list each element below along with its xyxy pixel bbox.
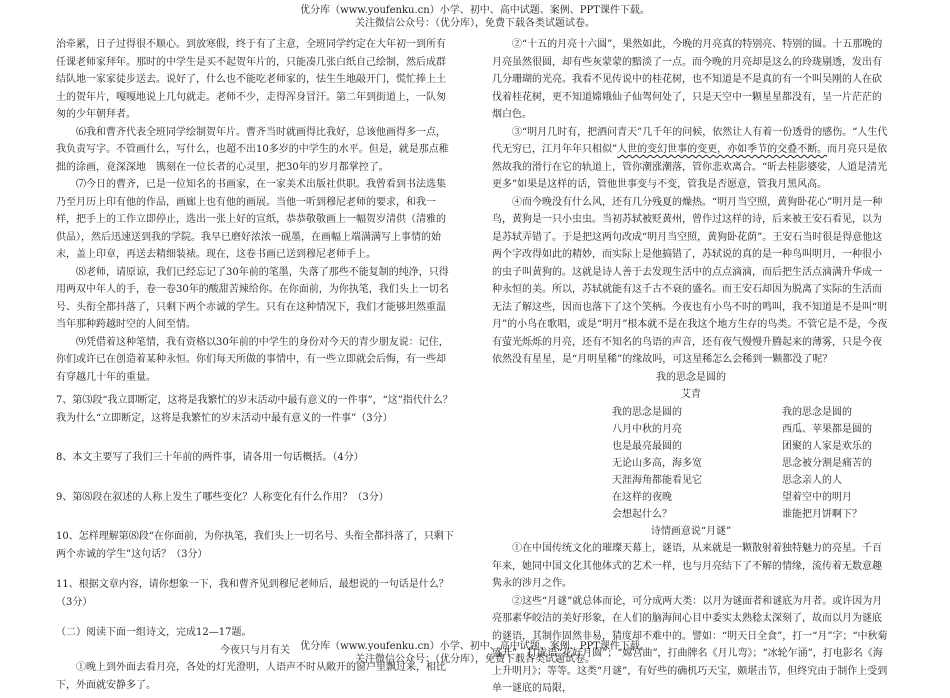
poem-line: 也是最亮最圆的 (612, 440, 682, 452)
page-footer (0, 640, 950, 666)
poem-title: 我的思念是圆的 (656, 371, 726, 383)
answer-space-8 (56, 467, 454, 489)
poem-line: 我的思念是圆的 (612, 406, 682, 418)
page-header (0, 4, 950, 30)
poem-author: 艾青 (681, 389, 701, 400)
poem-line: 会想起什么？ (612, 508, 672, 520)
poem-line: 无论山多高，海多宽 (612, 457, 702, 469)
paragraph-8: ⑻老师，请原谅，我们已经忘记了30年前的笔墨，失落了那些不能复制的纯净，只得用两双中年人的手，卷一卷30年的酸甜苦辣给你。在你面前，为你执笔，我们头上一切名号、头衔全都抖落了，只剩下两个赤诚的学生。只有在这种情况下，我们才能够坦然重温当年那种跨越时空的人间至情。 (56, 266, 449, 330)
poem-line: 思念被分割是痛苦的 (782, 457, 872, 469)
header-line-2: 关注微信公众号：（优分库），免费下载各类试题试卷。 (355, 18, 595, 29)
left-column (56, 36, 454, 691)
question-9: 9、第⑻段在叙述的人称上发生了哪些变化？人称变化有什么作用？（3分） (56, 491, 389, 503)
article-paragraph-3 (492, 124, 890, 194)
paragraph-5: 治牵累，日子过得很不顺心。到放寒假，终于有了主意，全班同学约定在大年初一到所有任课老师家拜年。那时的中学生是买不起贺年片的，只能凑几张白纸自己绘制，然后成群结队地一家家徒步送去。说好了，什么也不能吃老师家的，怯生生地敲开门，慌忙捧上土土的贺年片，嘎嘎地说上几句就走。老师不少，走得浑身冒汗。第二年到街道上，一队匆匆的少年朝拜者。 (56, 39, 446, 120)
footer-line-2: 关注微信公众号：（优分库），免费下载各类试题试卷。 (355, 654, 595, 665)
answer-space-9 (56, 506, 454, 528)
paragraph-3-part-b: 而月亮只是依然故我的滑行在它的轨道上，管你潮涨潮落，管你悲欢离合。“昕去桂影婆娑，人道是清光更多”如果是这样的话，管他世事变与不变，管我是否愿意，管我月黑风高。 (492, 144, 888, 190)
underlined-sentence: 人世的变幻世事的变更，亦如季节的交叠不断。 (617, 144, 828, 155)
article-paragraph-2: ②“十五的月亮十六圆”，果然如此，今晚的月亮真的特别亮、特别的圆。十五那晚的月亮虽然很圆，却有些灰蒙蒙的黯淡了一点。而今晚的月亮却是这么的玲珑剔透，发出有几分珊瑚的光亮。我看不见传说中的桂花树，也不知道是不是真的有一个叫吴刚的人在砍伐着桂花树，更不知道嫦娥仙子仙驾何处了，只是天空中一颗星星都没有，呈一片茫茫的烟白色。 (492, 39, 883, 120)
section-heading: （二）阅读下面一组诗文，完成12—17题。 (56, 627, 252, 638)
essay-paragraph-1: ①在中国传统文化的璀璨天幕上，谜语，从来就是一颗散射着独特魅力的亮星。千百年来，她同中国文化其他体式的艺术一样，也与月亮结下了不解的情缘，流传着无数意趣隽永的涉月之作。 (492, 543, 882, 589)
answer-space-7 (56, 427, 454, 449)
essay-title: 诗情画意说“月谜” (650, 525, 732, 537)
poem-line: 八月中秋的月亮 (612, 423, 682, 435)
question-8: 8、本文主要写了我们三十年前的两件事，请各用一句话概括。（4分） (56, 452, 364, 463)
paragraph-3-part-a: ③“明月几时有，把酒问青天”几千年的问候，依然让人有着一份透骨的感伤。“人生代代无穷已，江月年年只相似” (492, 126, 888, 155)
poem-line: 望着空中的明月 (782, 491, 852, 503)
header-line-1: 优分库（www.youfenku.cn）小学、初中、高中试题、案例、PPT课件下载。 (300, 5, 650, 16)
question-7: 7、第⑶段“我立即断定，这将是我繁忙的岁末活动中最有意义的一件事”，“这”指代什么？我为什么“立即断定，这将是我繁忙的岁末活动中最有意义的一件事”（3分） (56, 395, 453, 424)
article-paragraph-1: ①晚上到外面去看月亮，各处的灯光澄明，人语声不时从敞开的窗户里飘过来，相比下，外面就安静多了。 (56, 662, 446, 691)
answer-space-11 (56, 611, 454, 624)
poem-body (612, 404, 890, 523)
poem-line: 天涯海角都能看见它 (612, 474, 702, 486)
poem-line: 谁能把月饼啊下？ (782, 508, 862, 520)
poem-line: 思念亲人的人 (782, 474, 842, 486)
right-column (492, 36, 890, 694)
essay-paragraph-2: ②这些“月谜”就总体而论，可分成两大类：以月为谜面者和谜底为月者。或许因为月亮那素华皎洁的美好形象，在人们的脑海间心目中委实太熟稔太深刻了，故而以月为谜底的谜语，其制作固然非易，猜度却不难中的。譬如：“明天日全食”，打一“月”字；“中秋菊盛开”，打成语“花好月圆”；“嫦宫曲”，打曲牌名《月儿弯》；“冰轮乍涌”，打电影名《海上升明月》；等等。这类“月谜”，有好些的确机巧天宝，颇堪击节，但终究由于制作上受到单一谜底的局限， (492, 595, 888, 694)
paragraph-9: ⑼凭借着这种笔情，我有资格以30年前的中学生的身份对今天的青少朋友说：记住，你们或许已在创造着某种永恒。你们每天所做的事情中，有一些立即就会后悔，有一些却有穿越几十年的重量。 (56, 336, 449, 383)
paragraph-6: ⑹我和曹齐代表全班同学绘制贺年片。曹齐当时就画得比我好，总该他画得多一点，我负责写字。不管画什么，写什么，也超不出10多岁的中学生的水平。但是，就是那点稚拙的涂画，竟深深地 镌刻在一位长者的心灵里，把30年的岁月都掌控了。 (56, 126, 449, 173)
answer-space-10 (56, 563, 454, 576)
article-title: 今夜只与月有关 (220, 644, 290, 656)
question-11: 11、根据文章内容，请你想象一下，我和曹齐见到穆尼老师后，最想说的一句话是什么？（3分） (56, 579, 449, 608)
article-paragraph-4: ④而今晚没有什么风，还有几分残夏的燥热。“明月当空照，黄狗卧花心”明月是一种鸟，黄狗是一只小虫虫。当初苏轼被贬黄州，曾作过这样的诗，后来被王安石看见，以为是苏轼弄错了。于是把这两句改成“明月当空照，黄狗卧花荫”。王安石当时很是得意他这两个字改得如此的精妙，而实际上是他搞错了，苏轼说的真的是一种鸟叫明月，一种很小的虫子叫黄狗的。这就是诗人善于去发现生活中的点点滴滴，而后把生活点滴满升华成一种永恒的美。所以，苏轼就能有这千古不衰的盛名。而王安石却因为脱离了实际的生活而无法了解这些，因而也落下了这个笑柄。今夜也有小鸟不时的鸣叫，我不知道是不是叫“明月”的小鸟在歌唱，或是“明月”根本就不是在我这个地方生存的鸟类。不管它是不是，今夜有萤光烁烁的月亮，还有不知名的鸟语的声音，还有夜气慢慢升腾起来的薄雾，只是今夜依然没有星星，是“月明星稀”的缘故吗，可这星稀怎么会稀到一颗都没了呢？ (492, 196, 888, 365)
paragraph-7: ⑺今日的曹齐，已是一位知名的书画家，在一家美术出版社供职。我曾看到书法选集乃至月历上印有他的作品，画廊上也有他的画展。当他一听到穆尼老师的要求，和我一样，把手上的工作立即停止，选出一张上好的宣纸，恭恭敬敬画上一幅贺岁清供（清雅的供品），然后迅速送到我的学院。我早已磨好浓浓一砚墨，在画幅上端满满写上事情的始末，盖上印章，再送去精细装裱。现在，这卷书画已送到穆尼老师手上。 (56, 179, 446, 260)
poem-line: 我的思念是圆的 (782, 406, 852, 418)
poem-line: 西瓜、苹果都是圆的 (782, 423, 872, 435)
poem-line: 在这样的夜晚 (612, 491, 672, 503)
footer-line-1: 优分库（www.youfenku.cn）小学、初中、高中试题、案例、PPT课件下载。 (300, 641, 650, 652)
poem-line: 团聚的人家是欢乐的 (782, 440, 872, 452)
question-10: 10、怎样理解第⑻段“在你面前，为你执笔，我们头上一切名号、头衔全都抖落了，只剩下两个赤诚的学生”这句话？（3分） (56, 531, 454, 560)
